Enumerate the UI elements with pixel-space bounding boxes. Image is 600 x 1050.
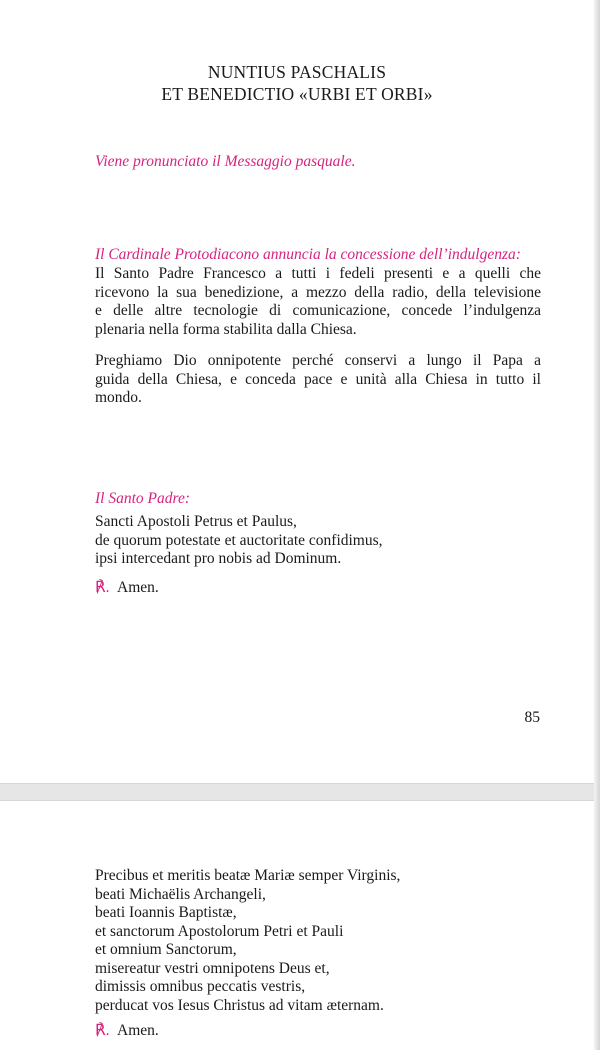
- prayer-line: guida della Chiesa, e conceda pace e unità alla Chiesa in tutto il: [95, 370, 541, 388]
- response-amen: [95, 1021, 159, 1040]
- response-amen: [95, 578, 159, 597]
- page-edge-shadow: [594, 0, 600, 1050]
- blessing-line: beati Ioannis Baptistæ,: [95, 904, 237, 921]
- prayer-paragraph: [95, 352, 541, 408]
- title-line-1: NUNTIUS PASCHALIS: [207, 62, 387, 82]
- latin-blessing: [95, 867, 400, 1015]
- blessing-line: dimissis omnibus peccatis vestris,: [95, 978, 306, 995]
- blessing-line: perducat vos Iesus Christus ad vitam æternam.: [95, 996, 384, 1014]
- page-86: [0, 800, 594, 1050]
- response-symbol: ℟.: [95, 1022, 110, 1039]
- blessing-line: beati Michaëlis Archangeli,: [95, 885, 266, 903]
- blessing-line: et sanctorum Apostolorum Petri et Pauli: [95, 922, 344, 940]
- latin-line: de quorum potestate et auctoritate confidimus,: [95, 531, 383, 549]
- indulgence-line: Il Santo Padre Francesco a tutti i fedeli presenti e a quelli che: [95, 265, 541, 282]
- latin-invocation: [95, 513, 383, 569]
- title-line-2: ET BENEDICTIO «URBI ET ORBI»: [161, 84, 433, 104]
- latin-line: ipsi intercedant pro nobis ad Dominum.: [95, 550, 342, 567]
- response-symbol: ℟.: [95, 579, 110, 596]
- response-text: Amen.: [117, 1022, 159, 1039]
- indulgence-line: ricevono la sua benedizione, a mezzo della radio, della televisione: [95, 283, 541, 301]
- blessing-line: misereatur vestri omnipotens Deus et,: [95, 959, 330, 977]
- indulgence-paragraph: [95, 265, 541, 339]
- latin-line: Sancti Apostoli Petrus et Paulus,: [95, 513, 297, 530]
- page-number: 85: [524, 709, 540, 726]
- prayer-line: Preghiamo Dio onnipotente perché conservi a lungo il Papa a: [95, 352, 541, 369]
- blessing-line: Precibus et meritis beatæ Mariæ semper Virginis,: [95, 867, 401, 884]
- indulgence-line: plenaria nella forma stabilita dalla Chiesa.: [95, 320, 357, 338]
- prayer-line: mondo.: [95, 389, 142, 406]
- blessing-line: et omnium Sanctorum,: [95, 941, 237, 958]
- indulgence-line: e delle altre tecnologie di comunicazione, concede l’indulgenza: [95, 302, 541, 319]
- rubric-cardinal: Il Cardinale Protodiacono annuncia la concessione dell’indulgenza:: [95, 246, 521, 263]
- rubric-pope: Il Santo Padre:: [95, 490, 190, 507]
- rubric-message: Viene pronunciato il Messaggio pasquale.: [95, 153, 356, 170]
- response-text: Amen.: [117, 579, 159, 596]
